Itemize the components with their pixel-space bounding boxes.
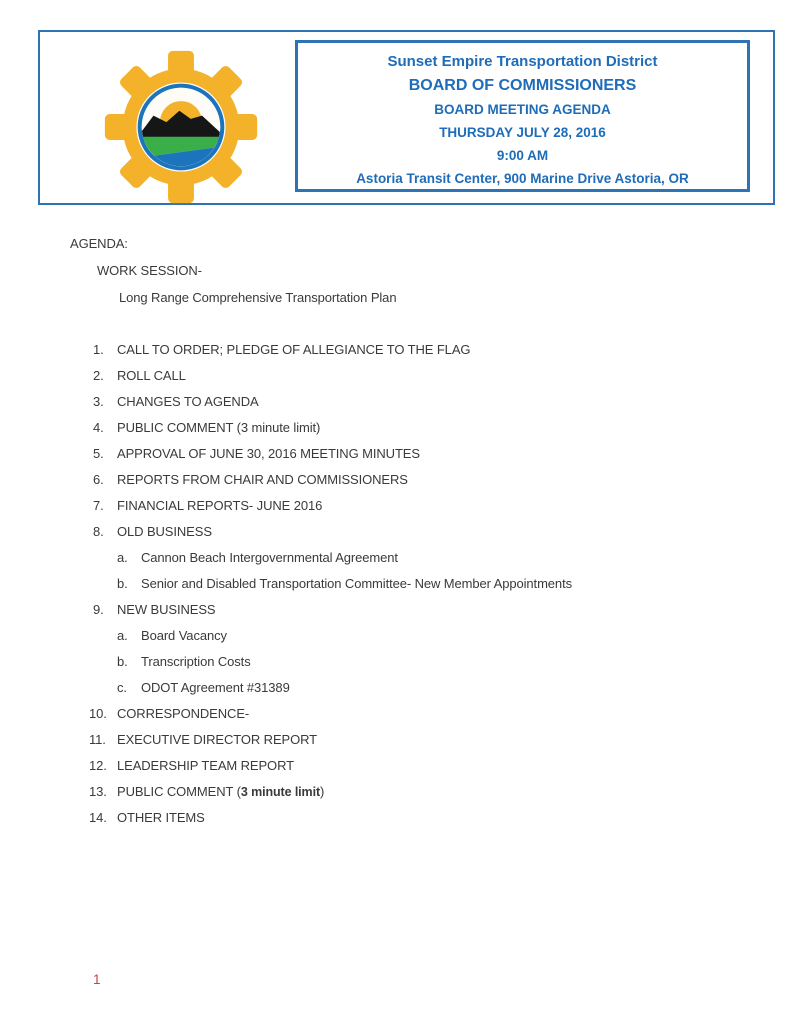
agenda-item — [0, 810, 791, 836]
item-number: 13. — [89, 784, 107, 799]
agenda-item — [0, 342, 791, 368]
item-number: 5. — [93, 446, 104, 461]
header-box — [38, 30, 775, 205]
item-number: 8. — [93, 524, 104, 539]
agenda-item — [0, 498, 791, 524]
item-number: 14. — [89, 810, 107, 825]
header-title-box — [295, 40, 750, 192]
board-title: BOARD OF COMMISSIONERS — [408, 77, 637, 94]
meeting-location: Astoria Transit Center, 900 Marine Drive Astoria, OR — [356, 171, 689, 186]
agenda-item — [0, 420, 791, 446]
meeting-date: THURSDAY JULY 28, 2016 — [439, 125, 606, 140]
item-text: NEW BUSINESS — [117, 602, 216, 617]
item-text: EXECUTIVE DIRECTOR REPORT — [117, 732, 317, 747]
sub-item-text: Board Vacancy — [141, 628, 227, 643]
agenda-item — [0, 706, 791, 732]
item-number: 3. — [93, 394, 104, 409]
sub-item-text: Cannon Beach Intergovernmental Agreement — [141, 550, 398, 565]
item-text: CALL TO ORDER; PLEDGE OF ALLEGIANCE TO THE FLAG — [117, 342, 471, 357]
agenda-item — [0, 758, 791, 784]
agenda-sub-item — [0, 654, 791, 680]
item-text: ROLL CALL — [117, 368, 186, 383]
item-number: 2. — [93, 368, 104, 383]
item-number: 11. — [89, 732, 106, 747]
sub-item-text: Senior and Disabled Transportation Committee- New Member Appointments — [141, 576, 572, 591]
item-text: APPROVAL OF JUNE 30, 2016 MEETING MINUTES — [117, 446, 420, 461]
item-number: 10. — [89, 706, 107, 721]
agenda-item — [0, 524, 791, 550]
item-text: FINANCIAL REPORTS- JUNE 2016 — [117, 498, 323, 513]
item-number: 7. — [93, 498, 104, 513]
agenda-label: AGENDA: — [70, 236, 128, 251]
org-name: Sunset Empire Transportation District — [387, 53, 658, 70]
item-number: 12. — [89, 758, 107, 773]
sub-item-text: ODOT Agreement #31389 — [141, 680, 290, 695]
agenda-sub-item — [0, 628, 791, 654]
item-number: 9. — [93, 602, 104, 617]
sub-item-letter: a. — [117, 550, 128, 565]
agenda-item — [0, 446, 791, 472]
item-text: CORRESPONDENCE- — [117, 706, 250, 721]
sub-item-text: Transcription Costs — [141, 654, 251, 669]
meeting-time: 9:00 AM — [496, 148, 549, 163]
page-number: 1 — [93, 972, 101, 987]
agenda-sub-item — [0, 576, 791, 602]
agenda-item — [0, 368, 791, 394]
item-text: CHANGES TO AGENDA — [117, 394, 259, 409]
item-text: OLD BUSINESS — [117, 524, 212, 539]
item-number: 4. — [93, 420, 104, 435]
item-text: REPORTS FROM CHAIR AND COMMISSIONERS — [117, 472, 408, 487]
sub-item-letter: a. — [117, 628, 128, 643]
item-number: 6. — [93, 472, 104, 487]
agenda-item — [0, 732, 791, 758]
item-number: 1. — [93, 342, 104, 357]
work-session-label: WORK SESSION- — [97, 263, 202, 278]
agenda-item — [0, 784, 791, 810]
agenda-list — [0, 342, 791, 836]
item-text: LEADERSHIP TEAM REPORT — [117, 758, 294, 773]
sub-item-letter: b. — [117, 654, 128, 669]
agenda-sub-item — [0, 680, 791, 706]
agenda-sub-item — [0, 550, 791, 576]
agenda-item — [0, 472, 791, 498]
item-text: PUBLIC COMMENT (3 minute limit) — [117, 784, 325, 799]
doc-type: BOARD MEETING AGENDA — [434, 102, 611, 117]
agenda-item — [0, 602, 791, 628]
item-text: OTHER ITEMS — [117, 810, 205, 825]
gear-sunset-logo-icon — [100, 46, 262, 208]
sub-item-letter: b. — [117, 576, 128, 591]
agenda-item — [0, 394, 791, 420]
work-session-item: Long Range Comprehensive Transportation Plan — [119, 290, 397, 305]
sub-item-letter: c. — [117, 680, 127, 695]
agenda-body — [0, 236, 791, 836]
item-text: PUBLIC COMMENT (3 minute limit) — [117, 420, 321, 435]
